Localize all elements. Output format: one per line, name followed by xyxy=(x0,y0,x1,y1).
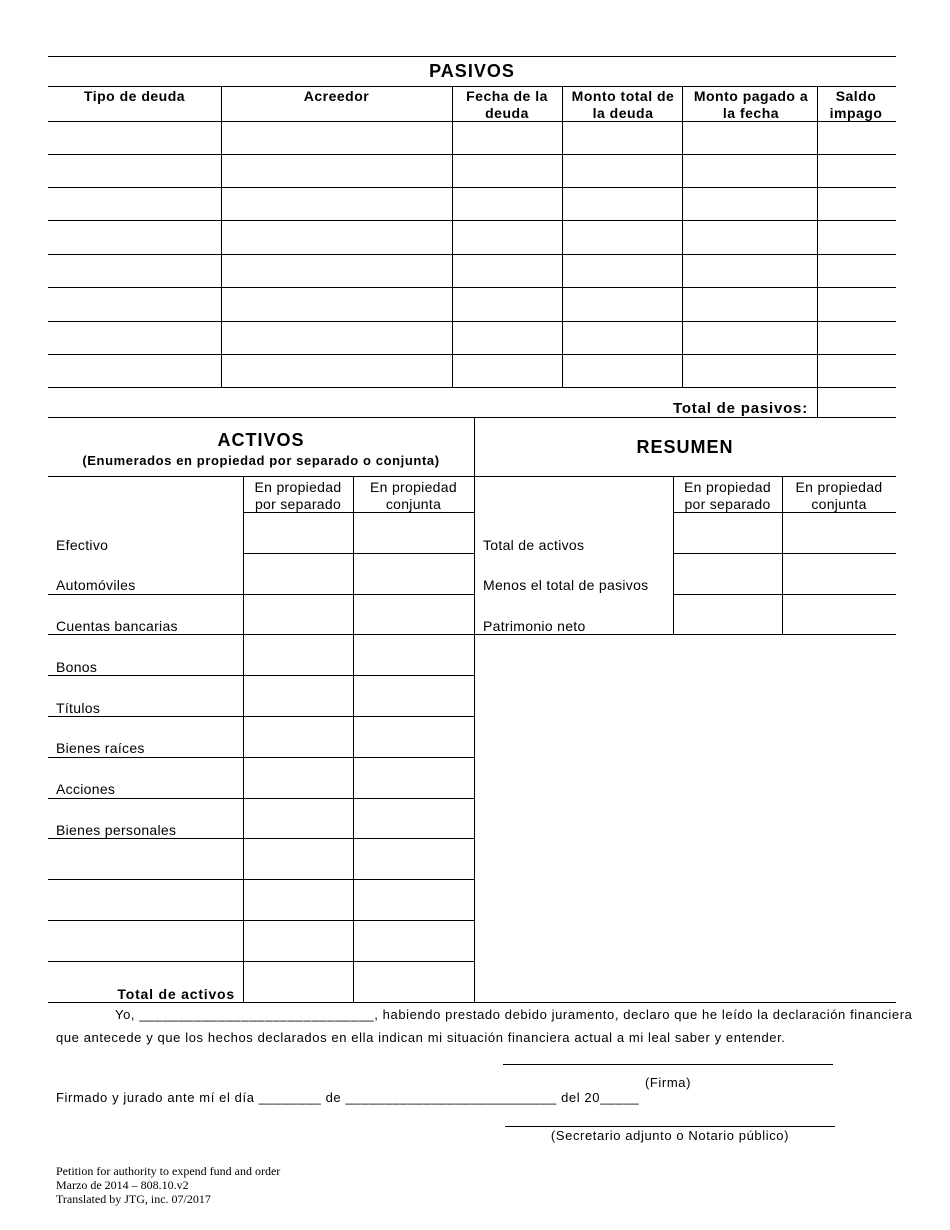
assets-row-rule xyxy=(48,594,474,595)
summary-label-less-liabilities: Menos el total de pasivos xyxy=(483,577,649,593)
assets-header-rule xyxy=(48,476,896,477)
summary-col-rule xyxy=(673,476,674,634)
summary-col-joint: En propiedad conjunta xyxy=(795,479,883,512)
liabilities-row-rule xyxy=(48,254,896,255)
summary-label-net-worth: Patrimonio neto xyxy=(483,618,586,634)
liabilities-top-rule xyxy=(48,56,896,57)
summary-col-rule xyxy=(782,476,783,634)
summary-col-separate: En propiedad por separado xyxy=(684,479,771,512)
liabilities-row-rule xyxy=(48,154,896,155)
liabilities-row-rule xyxy=(48,387,896,388)
assets-row-rule xyxy=(243,553,474,554)
assets-summary-divider xyxy=(474,417,475,1002)
assets-row-rule xyxy=(48,798,474,799)
asset-label-bonds: Bonos xyxy=(56,659,98,675)
liabilities-row-rule xyxy=(48,187,896,188)
col-total-debt: Monto total de la deuda xyxy=(571,88,675,121)
liabilities-col-rule xyxy=(682,86,683,387)
footer-line-3: Translated by JTG, inc. 07/2017 xyxy=(56,1192,211,1206)
summary-row-rule xyxy=(673,594,896,595)
assets-col-separate: En propiedad por separado xyxy=(254,479,342,512)
liabilities-col-rule xyxy=(562,86,563,387)
total-liabilities-label: Total de pasivos: xyxy=(672,400,808,417)
notary-label: (Secretario adjunto o Notario público) xyxy=(550,1128,790,1143)
asset-label-stocks: Acciones xyxy=(56,781,116,797)
col-debt-type: Tipo de deuda xyxy=(83,88,186,104)
oath-line-2: que antecede y que los hechos declarados en ella indican mi situación financiera actual a mi leal saber y entender. xyxy=(56,1030,786,1045)
summary-bottom-rule xyxy=(474,634,896,635)
assets-title: ACTIVOS xyxy=(217,430,305,450)
assets-top-rule xyxy=(48,417,896,418)
total-assets-label: Total de activos xyxy=(117,986,235,1002)
assets-subtitle: (Enumerados en propiedad por separado o conjunta) xyxy=(82,453,440,468)
summary-title: RESUMEN xyxy=(636,437,734,457)
signature-line[interactable] xyxy=(503,1064,833,1065)
footer-line-1: Petition for authority to expend fund and order xyxy=(56,1164,281,1178)
assets-col-rule xyxy=(353,476,354,1002)
asset-label-vehicles: Automóviles xyxy=(56,577,136,593)
liabilities-row-rule xyxy=(48,220,896,221)
assets-row-rule xyxy=(48,838,474,839)
asset-label-personal-property: Bienes personales xyxy=(56,822,177,838)
assets-row-rule xyxy=(48,675,474,676)
assets-subheader-rule xyxy=(243,512,474,513)
assets-row-rule xyxy=(48,716,474,717)
asset-label-securities: Títulos xyxy=(56,700,101,716)
assets-row-rule xyxy=(48,961,474,962)
col-creditor: Acreedor xyxy=(303,88,370,104)
liabilities-row-rule xyxy=(48,121,896,122)
liabilities-row-rule xyxy=(48,287,896,288)
asset-label-bank-accounts: Cuentas bancarias xyxy=(56,618,178,634)
col-debt-date: Fecha de la deuda xyxy=(466,88,548,121)
total-liabilities-field[interactable] xyxy=(818,388,896,417)
notary-line[interactable] xyxy=(505,1126,835,1127)
liabilities-title: PASIVOS xyxy=(429,61,515,81)
asset-label-real-estate: Bienes raíces xyxy=(56,740,145,756)
assets-row-rule xyxy=(48,920,474,921)
signature-label: (Firma) xyxy=(644,1075,692,1090)
col-unpaid-balance: Saldo impago xyxy=(829,88,883,121)
liabilities-row-rule xyxy=(48,321,896,322)
liabilities-header-rule xyxy=(48,86,896,87)
liabilities-row-rule xyxy=(48,354,896,355)
liabilities-col-rule xyxy=(221,86,222,387)
tables-bottom-rule xyxy=(48,1002,896,1003)
assets-col-joint: En propiedad conjunta xyxy=(370,479,457,512)
summary-subheader-rule xyxy=(673,512,896,513)
assets-row-rule xyxy=(48,634,474,635)
sworn-line: Firmado y jurado ante mí el día ________ de ___________________________ del 20_____ xyxy=(56,1090,640,1105)
assets-col-rule xyxy=(243,476,244,1002)
summary-row-rule xyxy=(673,553,896,554)
footer-line-2: Marzo de 2014 – 808.10.v2 xyxy=(56,1178,189,1192)
col-paid-to-date: Monto pagado a la fecha xyxy=(693,88,809,121)
assets-row-rule xyxy=(48,879,474,880)
asset-label-cash: Efectivo xyxy=(56,537,109,553)
summary-label-total-assets: Total de activos xyxy=(483,537,585,553)
liabilities-col-rule xyxy=(817,86,818,417)
oath-line-1: Yo, ______________________________, habiendo prestado debido juramento, declaro que he leído la declaración financiera xyxy=(115,1007,913,1022)
liabilities-col-rule xyxy=(452,86,453,387)
assets-row-rule xyxy=(48,757,474,758)
